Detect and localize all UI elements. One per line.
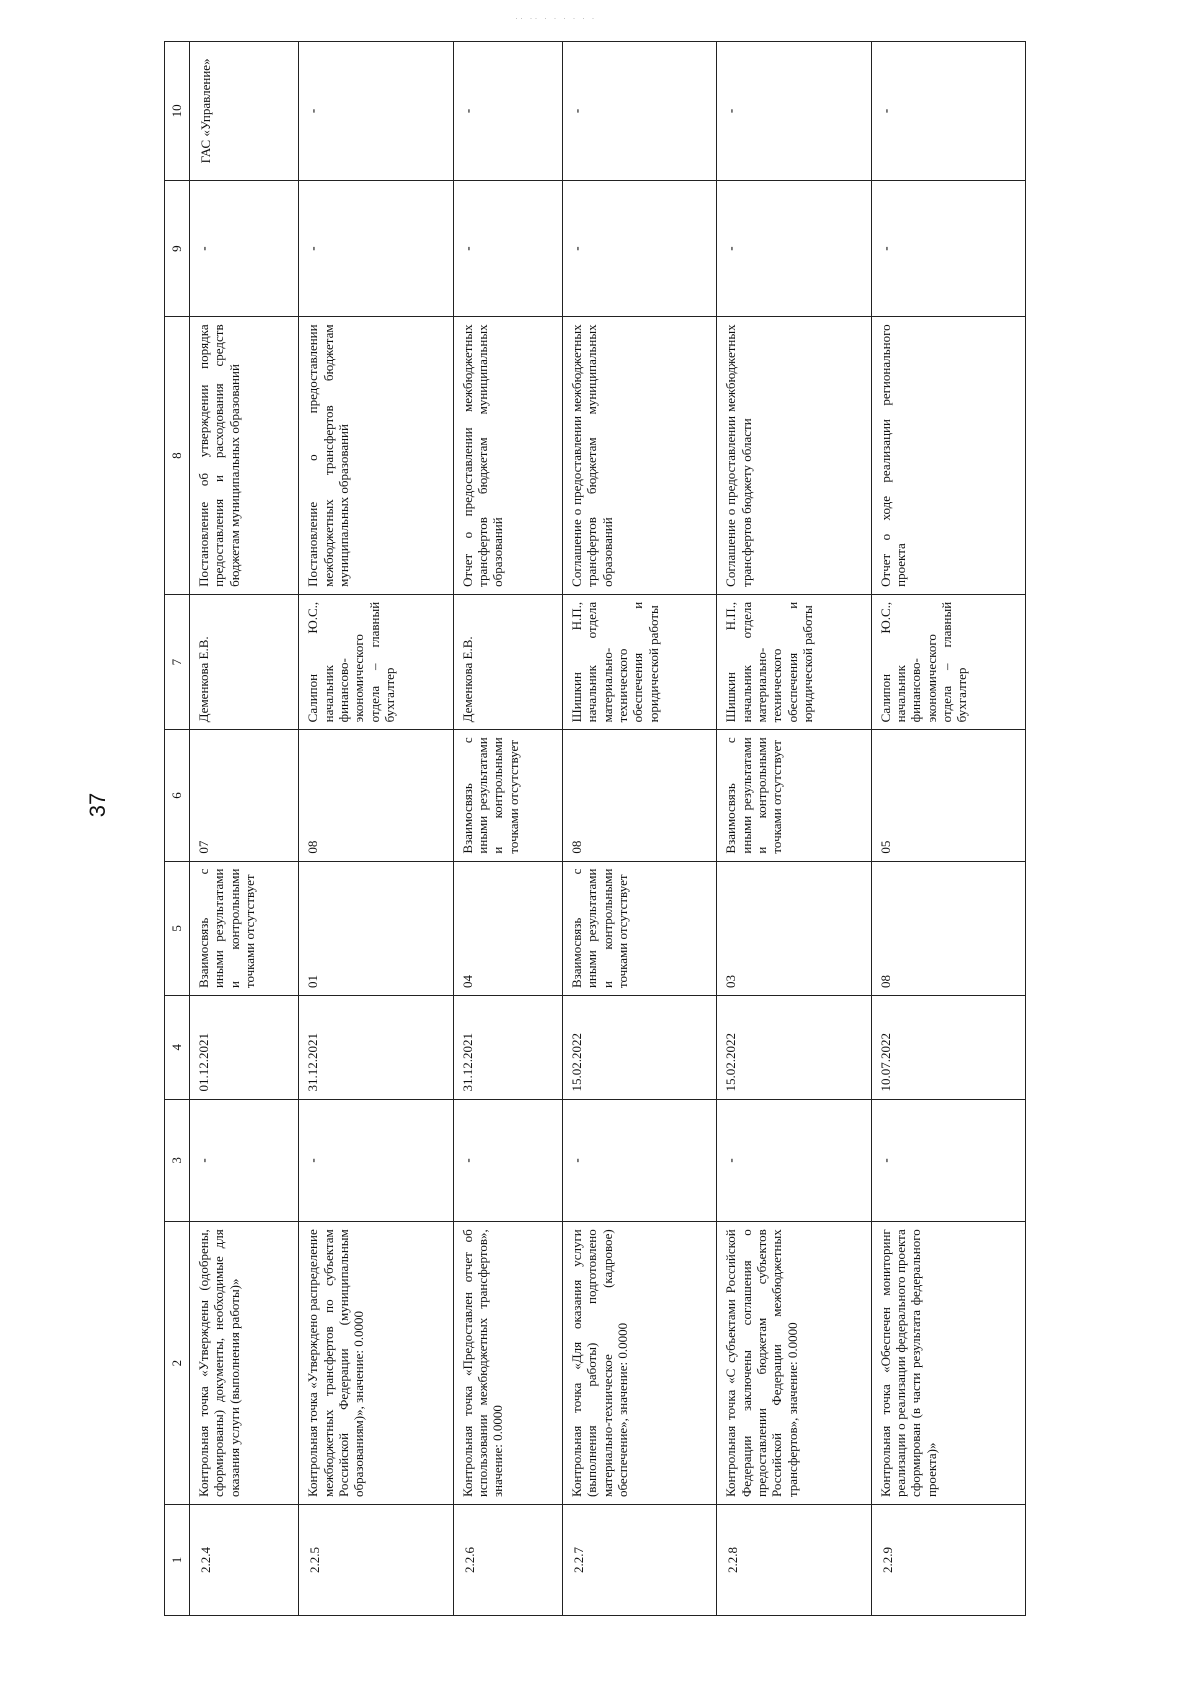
control-point-description: Контрольная точка «Утверждены (одобрены, сформированы) документы, необходимые для оказания услуги (выполнения работы)» <box>190 1222 299 1505</box>
cell-col-6: Взаимосвязь с иными результатами и контрольными точками отсутствует <box>717 730 871 861</box>
row-number: 2.2.4 <box>190 1505 299 1616</box>
info-system: - <box>717 42 871 181</box>
control-point-description: Контрольная точка «Утверждено распределение межбюджетных трансфертов по субъектам Российской Федерации (муниципальным образованиям)», значение: 0.0000 <box>299 1222 453 1505</box>
info-system: - <box>871 42 1025 181</box>
deadline-date: 31.12.2021 <box>453 996 562 1100</box>
column-header-3: 3 <box>165 1099 190 1222</box>
info-system: - <box>299 42 453 181</box>
cell-col-6: 05 <box>871 730 1025 861</box>
responsible-person: Деменкова Е.В. <box>190 594 299 730</box>
cell-col-3: - <box>190 1099 299 1222</box>
table-row <box>299 42 453 1616</box>
control-point-description: Контрольная точка «С субъектами Российской Федерации заключены соглашения о предоставлении бюджетам субъектов Российской Федерации межбюджетных трансфертов», значение: 0.0000 <box>717 1222 871 1505</box>
control-point-description: Контрольная точка «Обеспечен мониторинг реализации о реализации федерального проекта сформирован (в части результата федерального проекта)» <box>871 1222 1025 1505</box>
table-row <box>190 42 299 1616</box>
cell-col-3: - <box>871 1099 1025 1222</box>
responsible-person: Шишкин Н.П., начальник отдела материально-технического обеспечения и юридической работы <box>717 594 871 730</box>
confirming-document: Соглашение о предоставлении межбюджетных трансфертов бюджету области <box>717 317 871 594</box>
confirming-document: Постановление о предоставлении межбюджетных трансфертов бюджетам муниципальных образований <box>299 317 453 594</box>
cell-col-5: 04 <box>453 861 562 995</box>
rotated-table-frame <box>164 41 1026 1616</box>
confirming-document: Отчет о предоставлении межбюджетных трансфертов бюджетам муниципальных образований <box>453 317 562 594</box>
info-system: ГАС «Управление» <box>190 42 299 181</box>
control-point-description: Контрольная точка «Для оказания услуги (выполнения работы) подготовлено материально-техническое (кадровое) обеспечение», значение: 0.0000 <box>562 1222 716 1505</box>
column-header-10: 10 <box>165 42 190 181</box>
column-header-6: 6 <box>165 730 190 861</box>
cell-col-5: Взаимосвязь с иными результатами и контрольными точками отсутствует <box>562 861 716 995</box>
cell-col-3: - <box>299 1099 453 1222</box>
column-number-row <box>165 42 190 1616</box>
table-row <box>562 42 716 1616</box>
deadline-date: 01.12.2021 <box>190 996 299 1100</box>
scan-artifact: ·· ·· · · · · · · <box>515 13 597 23</box>
responsible-person: Деменкова Е.В. <box>453 594 562 730</box>
table-row <box>871 42 1025 1616</box>
confirming-document: Отчет о ходе реализации регионального проекта <box>871 317 1025 594</box>
row-number: 2.2.9 <box>871 1505 1025 1616</box>
confirming-document: Постановление об утверждении порядка предоставления и расходования средств бюджетам муниципальных образований <box>190 317 299 594</box>
info-system: - <box>453 42 562 181</box>
cell-col-5: 08 <box>871 861 1025 995</box>
page-number: 37 <box>85 792 110 818</box>
cell-col-6: 08 <box>562 730 716 861</box>
cell-col-5: Взаимосвязь с иными результатами и контрольными точками отсутствует <box>190 861 299 995</box>
column-header-1: 1 <box>165 1505 190 1616</box>
cell-col-6: Взаимосвязь с иными результатами и контрольными точками отсутствует <box>453 730 562 861</box>
confirming-document: Соглашение о предоставлении межбюджетных трансфертов бюджетам муниципальных образований <box>562 317 716 594</box>
deadline-date: 15.02.2022 <box>562 996 716 1100</box>
column-header-9: 9 <box>165 180 190 317</box>
cell-col-5: 01 <box>299 861 453 995</box>
cell-col-9: - <box>453 180 562 317</box>
table-body <box>190 42 1026 1616</box>
column-header-8: 8 <box>165 317 190 594</box>
cell-col-6: 07 <box>190 730 299 861</box>
row-number: 2.2.5 <box>299 1505 453 1616</box>
column-header-4: 4 <box>165 996 190 1100</box>
table-row <box>717 42 871 1616</box>
cell-col-9: - <box>562 180 716 317</box>
cell-col-3: - <box>453 1099 562 1222</box>
column-header-7: 7 <box>165 594 190 730</box>
cell-col-5: 03 <box>717 861 871 995</box>
column-header-2: 2 <box>165 1222 190 1505</box>
table-row <box>453 42 562 1616</box>
cell-col-9: - <box>299 180 453 317</box>
responsible-person: Салипон Ю.С., начальник финансово-экономического отдела – главный бухгалтер <box>299 594 453 730</box>
column-header-5: 5 <box>165 861 190 995</box>
row-number: 2.2.8 <box>717 1505 871 1616</box>
cell-col-9: - <box>717 180 871 317</box>
cell-col-3: - <box>562 1099 716 1222</box>
control-point-description: Контрольная точка «Предоставлен отчет об использовании межбюджетных трансфертов», значение: 0.0000 <box>453 1222 562 1505</box>
deadline-date: 15.02.2022 <box>717 996 871 1100</box>
deadline-date: 10.07.2022 <box>871 996 1025 1100</box>
row-number: 2.2.6 <box>453 1505 562 1616</box>
row-number: 2.2.7 <box>562 1505 716 1616</box>
table-header <box>165 42 190 1616</box>
responsible-person: Шишкин Н.П., начальник отдела материально-технического обеспечения и юридической работы <box>562 594 716 730</box>
deadline-date: 31.12.2021 <box>299 996 453 1100</box>
cell-col-9: - <box>871 180 1025 317</box>
responsible-person: Салипон Ю.С., начальник финансово-экономического отдела – главный бухгалтер <box>871 594 1025 730</box>
info-system: - <box>562 42 716 181</box>
cell-col-3: - <box>717 1099 871 1222</box>
cell-col-6: 08 <box>299 730 453 861</box>
control-points-table <box>164 41 1026 1616</box>
cell-col-9: - <box>190 180 299 317</box>
